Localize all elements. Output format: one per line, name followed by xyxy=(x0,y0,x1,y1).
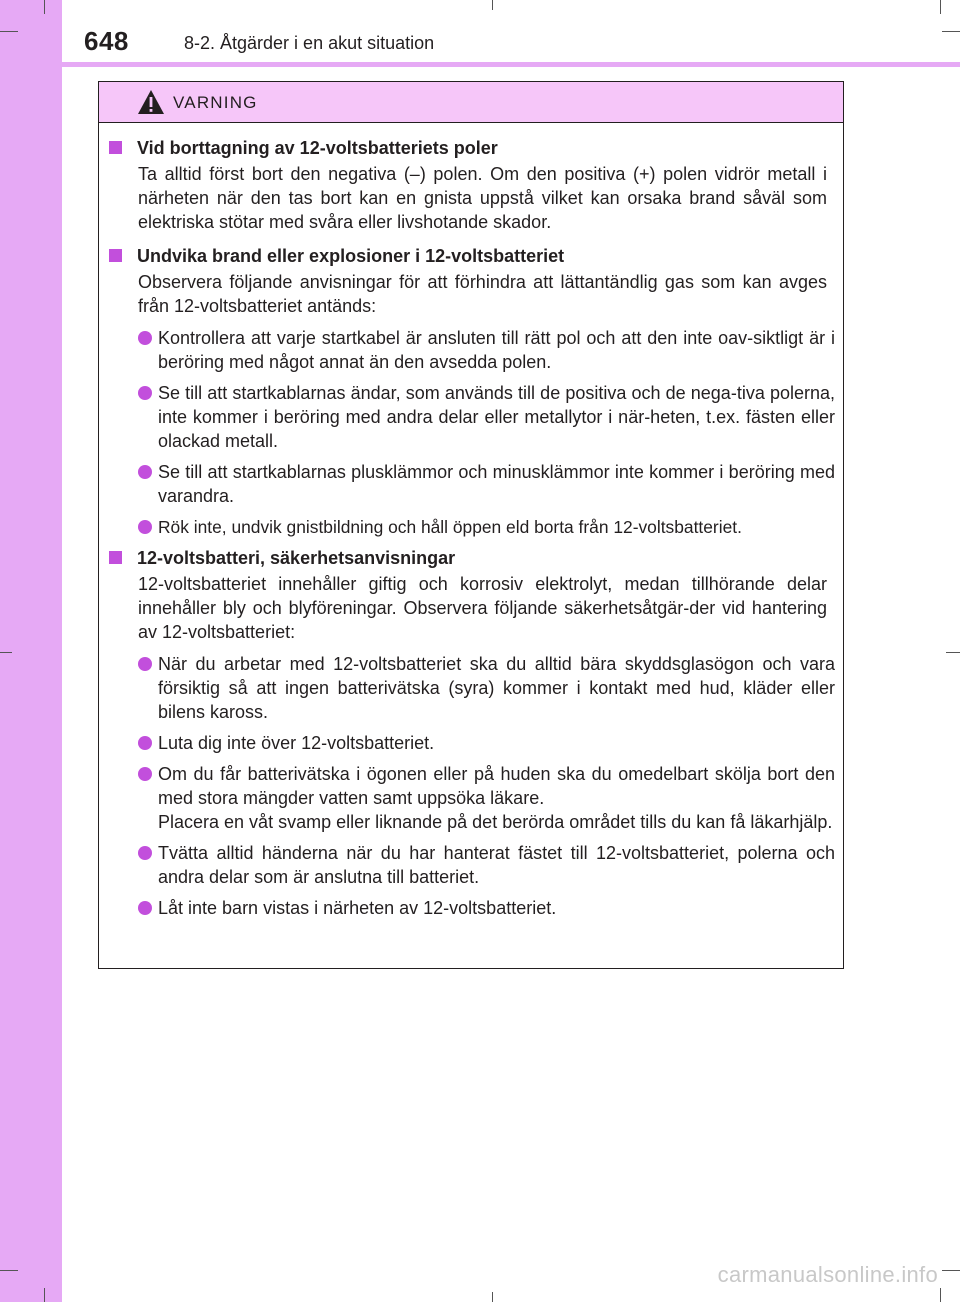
round-bullet-icon xyxy=(138,846,152,860)
round-bullet-icon xyxy=(138,386,152,400)
section-paragraph: Ta alltid först bort den negativa (–) polen. Om den positiva (+) polen vidrör metall i närheten när den tas bort kan en gnista uppstå vilket kan orsaka brand såväl som elektriska stötar med svåra eller livshotande skador. xyxy=(138,164,827,232)
crop-mark xyxy=(0,652,12,653)
section-title: 8-2. Åtgärder i en akut situation xyxy=(184,33,435,53)
round-bullet-icon xyxy=(138,331,152,345)
bullet-list xyxy=(99,326,843,539)
section-paragraph: 12-voltsbatteriet innehåller giftig och korrosiv elektrolyt, medan tillhörande delar innehåller bly och blyföreningar. Observera följande säkerhetsåtgär-der vid hantering av 12-voltsbatteriet: xyxy=(138,574,827,642)
list-item-text: Tvätta alltid händerna när du har hanterat fästet till 12-voltsbatteriet, polerna och andra delar som är anslutna till batteriet. xyxy=(158,843,835,887)
list-item xyxy=(99,515,843,539)
round-bullet-icon xyxy=(138,520,152,534)
section-heading xyxy=(99,136,843,160)
list-item xyxy=(99,762,843,834)
section-heading-text: Vid borttagning av 12-voltsbatteriets poler xyxy=(137,138,498,158)
list-item xyxy=(99,381,843,453)
square-bullet-icon xyxy=(109,551,122,564)
crop-mark xyxy=(946,652,960,653)
page-number: 648 xyxy=(84,26,129,56)
list-item xyxy=(99,731,843,755)
list-item xyxy=(99,841,843,889)
square-bullet-icon xyxy=(109,249,122,262)
list-item-text: Låt inte barn vistas i närheten av 12-voltsbatteriet. xyxy=(158,898,557,918)
list-item-text: Kontrollera att varje startkabel är ansluten till rätt pol och att den inte oav-siktligt är i beröring med något annat än den avsedda polen. xyxy=(158,328,835,372)
round-bullet-icon xyxy=(138,767,152,781)
crop-mark xyxy=(0,1270,18,1271)
warning-title: VARNING xyxy=(173,93,258,112)
list-item-text: Se till att startkablarnas ändar, som används till de positiva och de nega-tiva polerna, inte kommer i beröring med andra delar eller metallytor i när-heten, t.ex. fästen eller olackad metall. xyxy=(158,383,835,451)
section-paragraph: Observera följande anvisningar för att förhindra att lättantändlig gas som kan avges från 12-voltsbatteriet antänds: xyxy=(138,272,827,316)
list-item xyxy=(99,652,843,724)
header-rule xyxy=(62,62,960,67)
round-bullet-icon xyxy=(138,657,152,671)
warning-header xyxy=(99,82,843,123)
crop-mark xyxy=(44,0,45,14)
warning-triangle-icon xyxy=(137,89,165,115)
section-heading xyxy=(99,546,843,570)
list-item-text: Rök inte, undvik gnistbildning och håll öppen eld borta från 12-voltsbatteriet. xyxy=(158,517,742,537)
section-heading-text: 12-voltsbatteri, säkerhetsanvisningar xyxy=(137,548,456,568)
round-bullet-icon xyxy=(138,465,152,479)
bullet-list xyxy=(99,652,843,920)
list-item-text: Se till att startkablarnas plusklämmor och minusklämmor inte kommer i beröring med varandra. xyxy=(158,462,835,506)
watermark: carmanualsonline.info xyxy=(717,1262,938,1287)
crop-mark xyxy=(44,1288,45,1302)
section-heading-text: Undvika brand eller explosioner i 12-voltsbatteriet xyxy=(137,246,565,266)
section-heading xyxy=(99,244,843,268)
list-item-text: Luta dig inte över 12-voltsbatteriet. xyxy=(158,733,435,753)
warning-content xyxy=(99,136,843,920)
crop-mark xyxy=(492,1292,493,1302)
round-bullet-icon xyxy=(138,901,152,915)
crop-mark xyxy=(940,1288,941,1302)
square-bullet-icon xyxy=(109,141,122,154)
list-item-text: Om du får batterivätska i ögonen eller på huden ska du omedelbart skölja bort den med stora mängder vatten samt uppsöka läkare. xyxy=(158,764,835,808)
list-item-text-extra: Placera en våt svamp eller liknande på det berörda området tills du kan få läkarhjälp. xyxy=(158,812,833,832)
list-item xyxy=(99,896,843,920)
side-color-band xyxy=(0,0,62,1302)
round-bullet-icon xyxy=(138,736,152,750)
crop-mark xyxy=(942,1270,960,1271)
list-item xyxy=(99,460,843,508)
list-item xyxy=(99,326,843,374)
page-header xyxy=(62,0,960,66)
warning-box xyxy=(98,81,844,969)
crop-mark xyxy=(0,31,18,32)
list-item-text: När du arbetar med 12-voltsbatteriet ska du alltid bära skyddsglasögon och vara försiktig så att ingen batterivätska (syra) kommer i kontakt med hud, kläder eller bilens kaross. xyxy=(158,654,835,722)
